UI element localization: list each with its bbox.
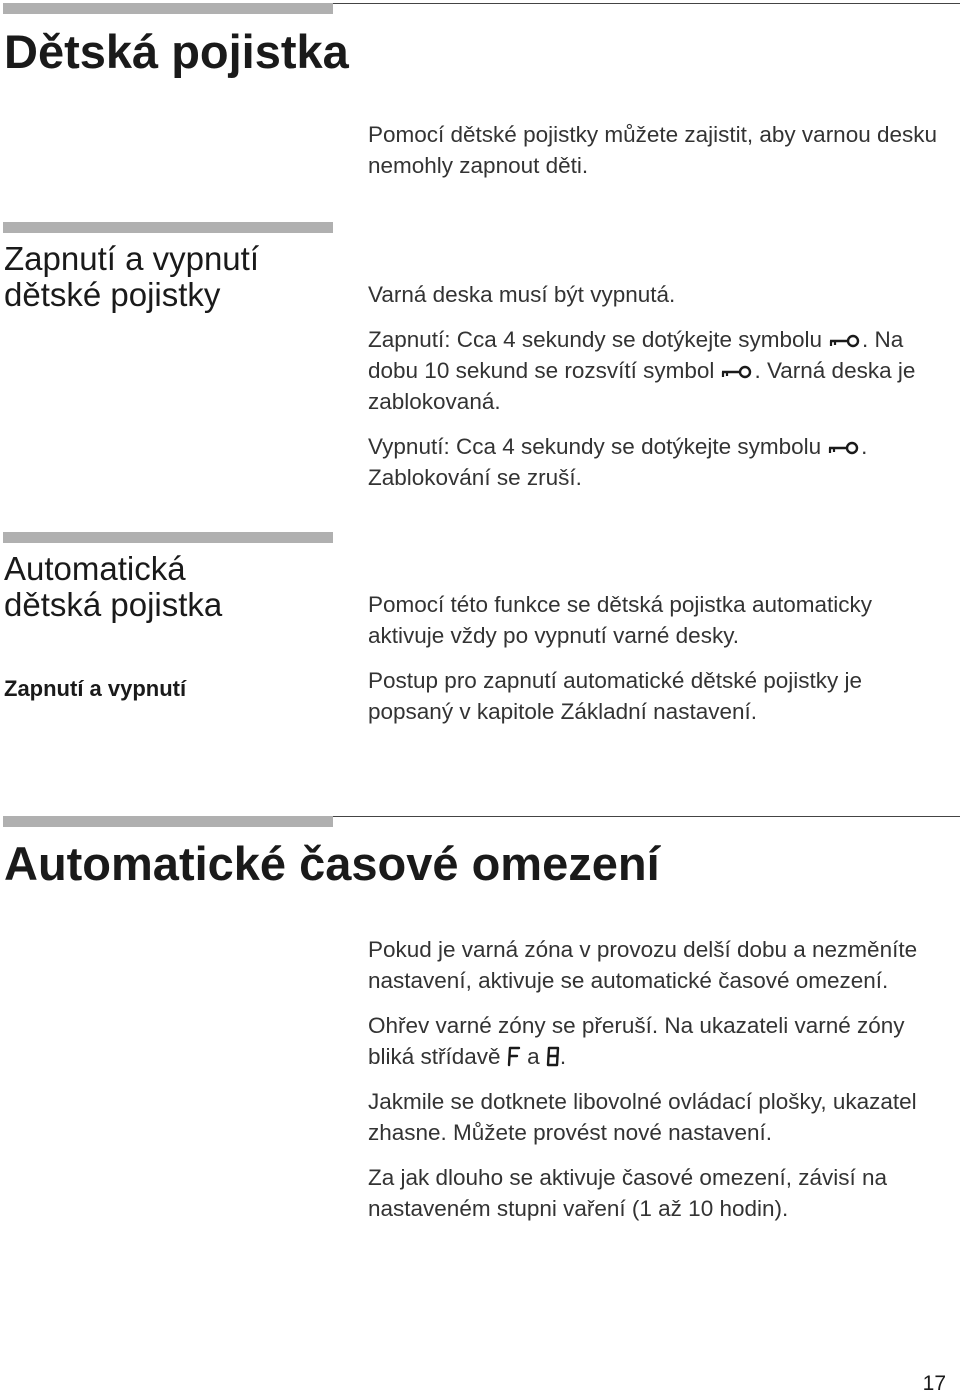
section-rule-line [333,816,960,817]
auto-time-limit-text [368,934,952,1238]
intro-text [368,119,952,195]
page-title: Dětská pojistka [4,25,349,78]
paragraph: Za jak dlouho se aktivuje časové omezení, závisí na nastaveném stupni vaření (1 až 10 hodin). [368,1165,888,1221]
section-rule [3,222,333,233]
paragraph: Jakmile se dotknete libovolné ovládací plošky, ukazatel zhasne. Můžete provést nové nastavení. [368,1089,917,1145]
section-rule [3,3,333,14]
section-rule [3,532,333,543]
intro-paragraph: Pomocí dětské pojistky můžete zajistit, aby varnou desku nemohly zapnout děti. [368,122,938,178]
paragraph: Postup pro zapnutí automatické dětské pojistky je popsaný v kapitole Základní nastavení. [368,668,863,724]
subheading-toggle: Zapnutí a vypnutí [4,676,187,701]
section-heading-auto-child-lock: Automatická dětská pojistka [4,550,223,623]
key-lock-icon [718,363,754,381]
child-lock-instructions [368,279,952,507]
section-title-auto-time-limit: Automatické časové omezení [4,837,660,890]
segment-8-icon [546,1046,560,1067]
paragraph: Pokud je varná zóna v provozu delší dobu a nezměníte nastavení, aktivuje se automatické časové omezení. [368,937,918,993]
key-lock-icon [826,332,862,350]
paragraph: Varná deska musí být vypnutá. [368,282,676,307]
paragraph-deactivate: Vypnutí: Cca 4 sekundy se dotýkejte symbolu . Zablokování se zruší. [368,434,868,490]
auto-child-lock-text [368,589,952,741]
paragraph-activate: Zapnutí: Cca 4 sekundy se dotýkejte symbolu . Na dobu 10 sekund se rozsvítí symbol . Varná deska je zablokovaná. [368,327,916,414]
segment-f-icon [507,1046,521,1067]
section-rule [3,816,333,827]
paragraph: Pomocí této funkce se dětská pojistka automaticky aktivuje vždy po vypnutí varné desky. [368,592,872,648]
key-lock-icon [825,439,861,457]
section-rule-line [333,3,960,4]
paragraph-display: Ohřev varné zóny se přeruší. Na ukazateli varné zóny bliká střídavě a . [368,1013,905,1069]
section-heading-child-lock-toggle: Zapnutí a vypnutí dětské pojistky [4,240,259,313]
page-number: 17 [922,1372,946,1395]
